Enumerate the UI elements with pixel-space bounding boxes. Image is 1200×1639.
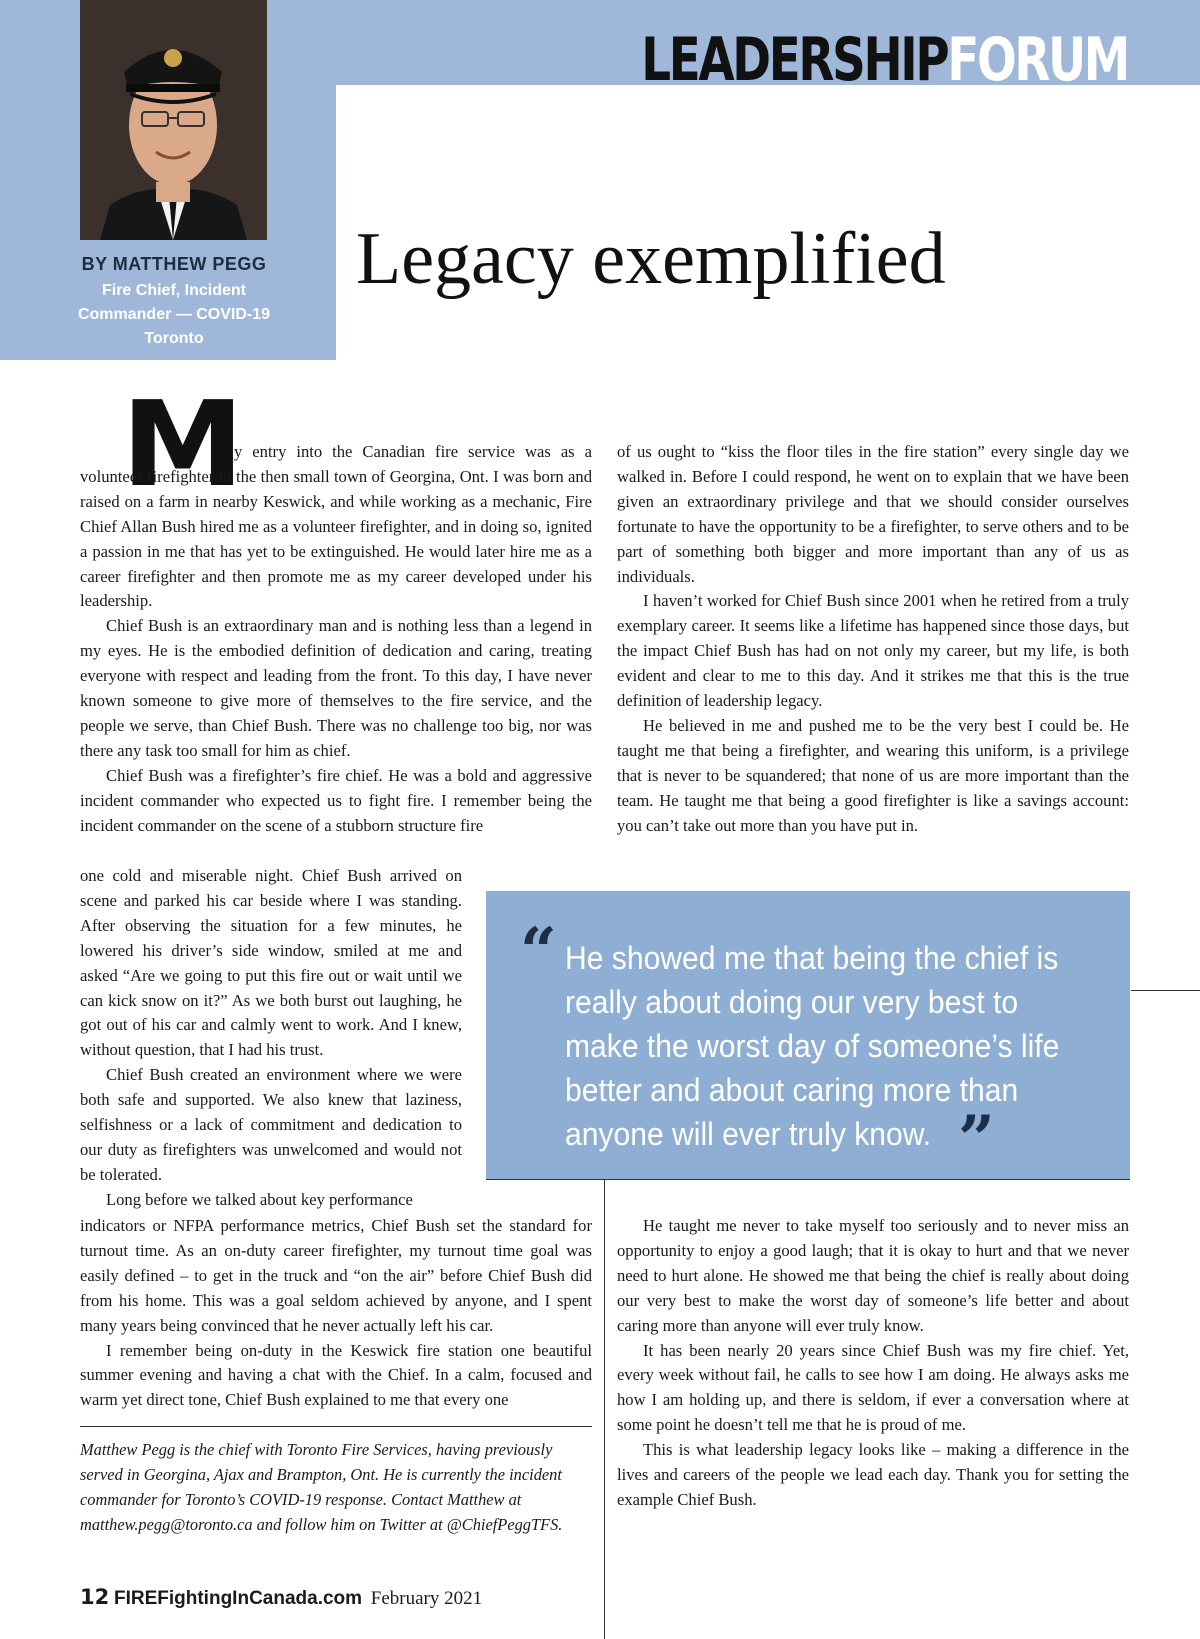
author-photo bbox=[80, 0, 267, 240]
paragraph: indicators or NFPA performance metrics, Chief Bush set the standard for turnout time. As an on-duty career firefighter, my turnout time goal was easily defined – to get in the truck and “on the air” before Chief Bush did from his home. This was a goal seldom achieved by anyone, and I spent many years being convinced that he never actually left his car. bbox=[80, 1216, 592, 1335]
section-masthead bbox=[641, 25, 1128, 95]
close-quote-mark: ” bbox=[958, 1102, 995, 1177]
author-role-line-2: Commander — COVID-19 bbox=[77, 306, 271, 323]
column-1-bottom bbox=[80, 1214, 592, 1413]
paragraph: Chief Bush created an environment where we were both safe and supported. We also knew that laziness, selfishness or a lack of commitment and dedication to our duty as firefighters was unwelcomed and would not be tolerated. bbox=[80, 1065, 462, 1184]
divider bbox=[1131, 990, 1200, 991]
paragraph: one cold and miserable night. Chief Bush arrived on scene and parked his car beside where I was standing. After observing the situation for a few minutes, he lowered his driver’s side window, smiled at me and asked “Are we going to put this fire out or wait until we can kick snow on it?” As we both burst out laughing, he got out of his car and calmly went to work. And I knew, without question, that I had his trust. bbox=[80, 866, 462, 1060]
column-1-narrow bbox=[80, 864, 462, 1213]
paragraph: Chief Bush is an extraordinary man and is nothing less than a legend in my eyes. He is the embodied definition of dedication and caring, treating everyone with respect and leading from the front. To this day, I have never known someone to give more of themselves to the fire service, and the people we serve, than Chief Bush. There was no challenge too big, nor was there any task too small for him as chief. bbox=[80, 616, 592, 760]
masthead-forum: FORUM bbox=[947, 25, 1128, 95]
column-divider bbox=[604, 1180, 605, 1639]
paragraph: Long before we talked about key performance bbox=[106, 1189, 413, 1209]
issue-date: February 2021 bbox=[370, 1588, 483, 1609]
pull-quote-text: He showed me that being the chief is really about doing our very best to make the worst day of someone’s life better and about caring more than anyone will ever truly know. bbox=[565, 940, 1060, 1152]
author-portrait-image bbox=[80, 0, 267, 240]
author-role bbox=[0, 279, 348, 351]
paragraph: Chief Bush was a firefighter’s fire chief. He was a bold and aggressive incident commander who expected us to fight fire. I remember being the incident commander on the scene of a stubborn structure fire bbox=[80, 765, 592, 835]
author-role-line-1: Fire Chief, Incident bbox=[101, 282, 246, 299]
drop-cap: M bbox=[121, 375, 241, 513]
paragraph: He believed in me and pushed me to be the very best I could be. He taught me that being a firefighter, and wearing this uniform, is a privilege that is never to be squandered; that none of us are more important than the team. He taught me that being a good firefighter is like a savings account: you can’t take out more than you have put in. bbox=[617, 715, 1129, 835]
paragraph: y entry into the Canadian fire service was as a volunteer firefighter in the then small town of Georgina, Ont. I was born and raised on a farm in nearby Keswick, and while working as a mechanic, Fire Chief Allan Bush hired me as a volunteer firefighter, and in doing so, ignited a passion in me that has yet to be extinguished. He would later hire me as a career firefighter and then promote me as my career developed under his leadership. bbox=[80, 442, 592, 611]
paragraph: He taught me never to take myself too seriously and to never miss an opportunity to enjoy a good laugh; that it is okay to hurt and that we never need to hurt alone. He showed me that being the chief is really about doing our very best to make the worst day of someone’s life better and about caring more than anyone will ever truly know. bbox=[617, 1216, 1129, 1335]
paragraph: It has been nearly 20 years since Chief Bush was my fire chief. Yet, every week without fail, he calls to see how I am doing. He always asks me how I am holding up, and there is seldom, if ever a conversation where at some point he doesn’t tell me that he is proud of me. bbox=[617, 1340, 1129, 1435]
open-quote-mark: “ bbox=[520, 914, 557, 989]
author-role-line-3: Toronto bbox=[144, 330, 204, 347]
column-1-top bbox=[80, 440, 592, 839]
paragraph: of us ought to “kiss the floor tiles in the fire station” every single day we walked in. Before I could respond, he went on to explain that we have been given an extraordinary privilege and that we should consider ourselves fortunate to have the opportunity to be a firefighter, to serve others and to be part of something both bigger and more important than any of us as individuals. bbox=[617, 442, 1129, 586]
column-2-top bbox=[617, 440, 1129, 839]
publication-site: FIREFightingInCanada.com bbox=[113, 1588, 363, 1609]
paragraph: I remember being on-duty in the Keswick fire station one beautiful summer evening and having a chat with the Chief. In a calm, focused and warm yet direct tone, Chief Bush explained to me that every one bbox=[80, 1340, 592, 1410]
divider bbox=[80, 1426, 592, 1427]
author-bio: Matthew Pegg is the chief with Toronto Fire Services, having previously served in Georgina, Ajax and Brampton, Ont. He is currently the incident commander for Toronto’s COVID-19 response. Contact Matthew at matthew.pegg@toronto.ca and follow him on Twitter at @ChiefPeggTFS. bbox=[80, 1440, 563, 1534]
page-footer bbox=[80, 1585, 482, 1610]
author-name: BY MATTHEW PEGG bbox=[81, 254, 267, 274]
masthead-leadership: LEADERSHIP bbox=[641, 25, 948, 95]
article-headline: Legacy exemplified bbox=[356, 218, 946, 300]
byline bbox=[0, 254, 348, 351]
divider bbox=[486, 1179, 1130, 1180]
paragraph: This is what leadership legacy looks like – making a difference in the lives and careers of the people we lead each day. Thank you for setting the example Chief Bush. bbox=[617, 1440, 1129, 1509]
paragraph: I haven’t worked for Chief Bush since 2001 when he retired from a truly exemplary career. It seems like a lifetime has happened since those days, but the impact Chief Bush has had on not only my career, but my life, is both evident and clear to me to this day. And it strikes me that this is the true definition of leadership legacy. bbox=[617, 591, 1129, 711]
page-number: 12 bbox=[80, 1585, 110, 1609]
column-2-bottom bbox=[617, 1214, 1129, 1513]
